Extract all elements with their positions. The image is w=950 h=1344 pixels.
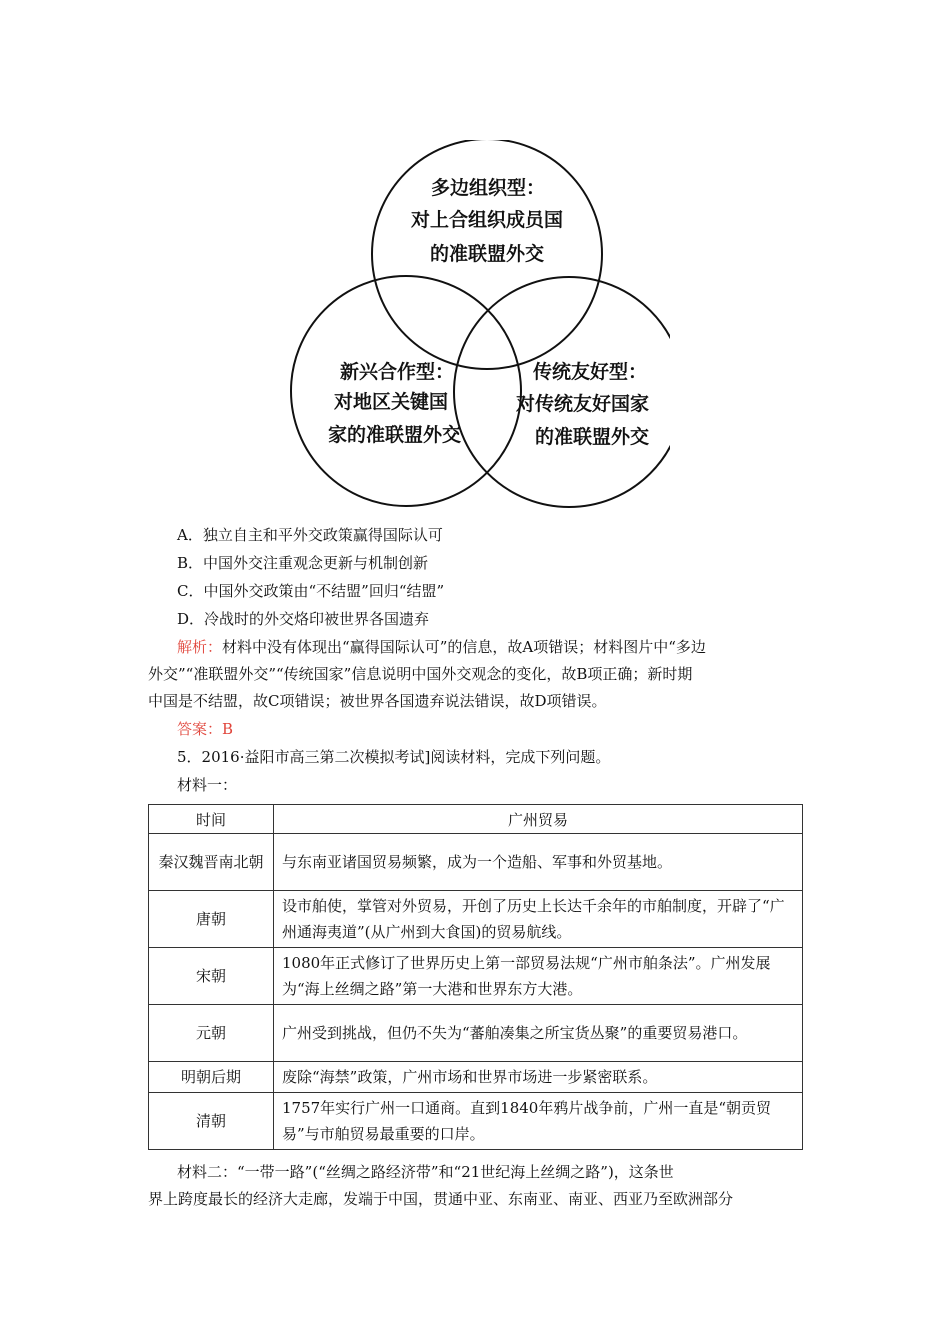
venn-top-line1: 对上合组织成员国: [411, 209, 564, 231]
venn-left-title: 新兴合作型：: [340, 361, 455, 383]
row-desc: 与东南亚诸国贸易频繁，成为一个造船、军事和外贸基地。: [274, 834, 803, 891]
table-row: [149, 891, 803, 948]
material-2-line-2: 界上跨度最长的经济大走廊，发端于中国，贯通中亚、东南亚、南亚、西亚乃至欧洲部分: [148, 1190, 734, 1208]
venn-left-line2: 家的准联盟外交: [328, 424, 462, 446]
row-era: 宋朝: [149, 948, 274, 1005]
option-d: D．冷战时的外交烙印被世界各国遗弃: [177, 610, 430, 628]
analysis-text-1: 材料中没有体现出“赢得国际认可”的信息，故A项错误；材料图片中“多边: [222, 638, 706, 656]
row-era: 秦汉魏晋南北朝: [149, 834, 274, 891]
row-desc: 广州受到挑战，但仍不失为“蕃舶凑集之所宝货丛聚”的重要贸易港口。: [274, 1005, 803, 1062]
venn-right-title: 传统友好型：: [533, 361, 648, 383]
option-b: B．中国外交注重观念更新与机制创新: [177, 554, 429, 572]
analysis-line-2: 外交”“准联盟外交”“传统国家”信息说明中国外交观念的变化，故B项正确；新时期: [148, 665, 693, 683]
table-row: [149, 1093, 803, 1150]
header-trade: 广州贸易: [274, 805, 803, 834]
material-1-label: 材料一：: [177, 776, 238, 794]
analysis-line-1: [177, 637, 706, 657]
venn-circle-right: [454, 277, 670, 507]
row-desc: 设市舶使，掌管对外贸易，开创了历史上长达千余年的市舶制度，开辟了“广州通海夷道”(从广州到大食国)的贸易航线。: [274, 891, 803, 948]
answer-value: ：B: [207, 720, 234, 738]
header-time: 时间: [149, 805, 274, 834]
venn-left-line1: 对地区关键国: [334, 391, 449, 413]
row-era: 唐朝: [149, 891, 274, 948]
table-header-row: [149, 805, 803, 834]
venn-top-line2: 的准联盟外交: [430, 243, 545, 265]
guangzhou-trade-table: [148, 804, 803, 1150]
answer-label: 答案: [177, 720, 208, 738]
option-a: A．独立自主和平外交政策赢得国际认可: [177, 526, 443, 544]
venn-right-line1: 对传统友好国家: [516, 393, 650, 415]
venn-right-line2: 的准联盟外交: [535, 426, 650, 448]
row-era: 明朝后期: [149, 1062, 274, 1093]
table-row: [149, 948, 803, 1005]
question-5: 5．2016·益阳市高三第二次模拟考试]阅读材料，完成下列问题。: [177, 748, 611, 766]
table-row: [149, 1005, 803, 1062]
analysis-colon: ：: [207, 638, 223, 656]
venn-diagram: [290, 140, 670, 510]
material-2-line-1: 材料二：“一带一路”(“丝绸之路经济带”和“21世纪海上丝绸之路”)，这条世: [177, 1163, 674, 1181]
table-row: [149, 834, 803, 891]
answer-line: [177, 719, 233, 739]
row-desc: 1757年实行广州一口通商。直到1840年鸦片战争前，广州一直是“朝贡贸易”与市舶贸易最重要的口岸。: [274, 1093, 803, 1150]
row-era: 清朝: [149, 1093, 274, 1150]
row-desc: 废除“海禁”政策，广州市场和世界市场进一步紧密联系。: [274, 1062, 803, 1093]
analysis-line-3: 中国是不结盟，故C项错误；被世界各国遗弃说法错误，故D项错误。: [148, 692, 607, 710]
row-era: 元朝: [149, 1005, 274, 1062]
venn-top-title: 多边组织型：: [431, 177, 546, 199]
row-desc: 1080年正式修订了世界历史上第一部贸易法规“广州市舶条法”。广州发展为“海上丝绸之路”第一大港和世界东方大港。: [274, 948, 803, 1005]
analysis-label: 解析: [177, 638, 208, 656]
option-c: C．中国外交政策由“不结盟”回归“结盟”: [177, 582, 445, 600]
table-row: [149, 1062, 803, 1093]
